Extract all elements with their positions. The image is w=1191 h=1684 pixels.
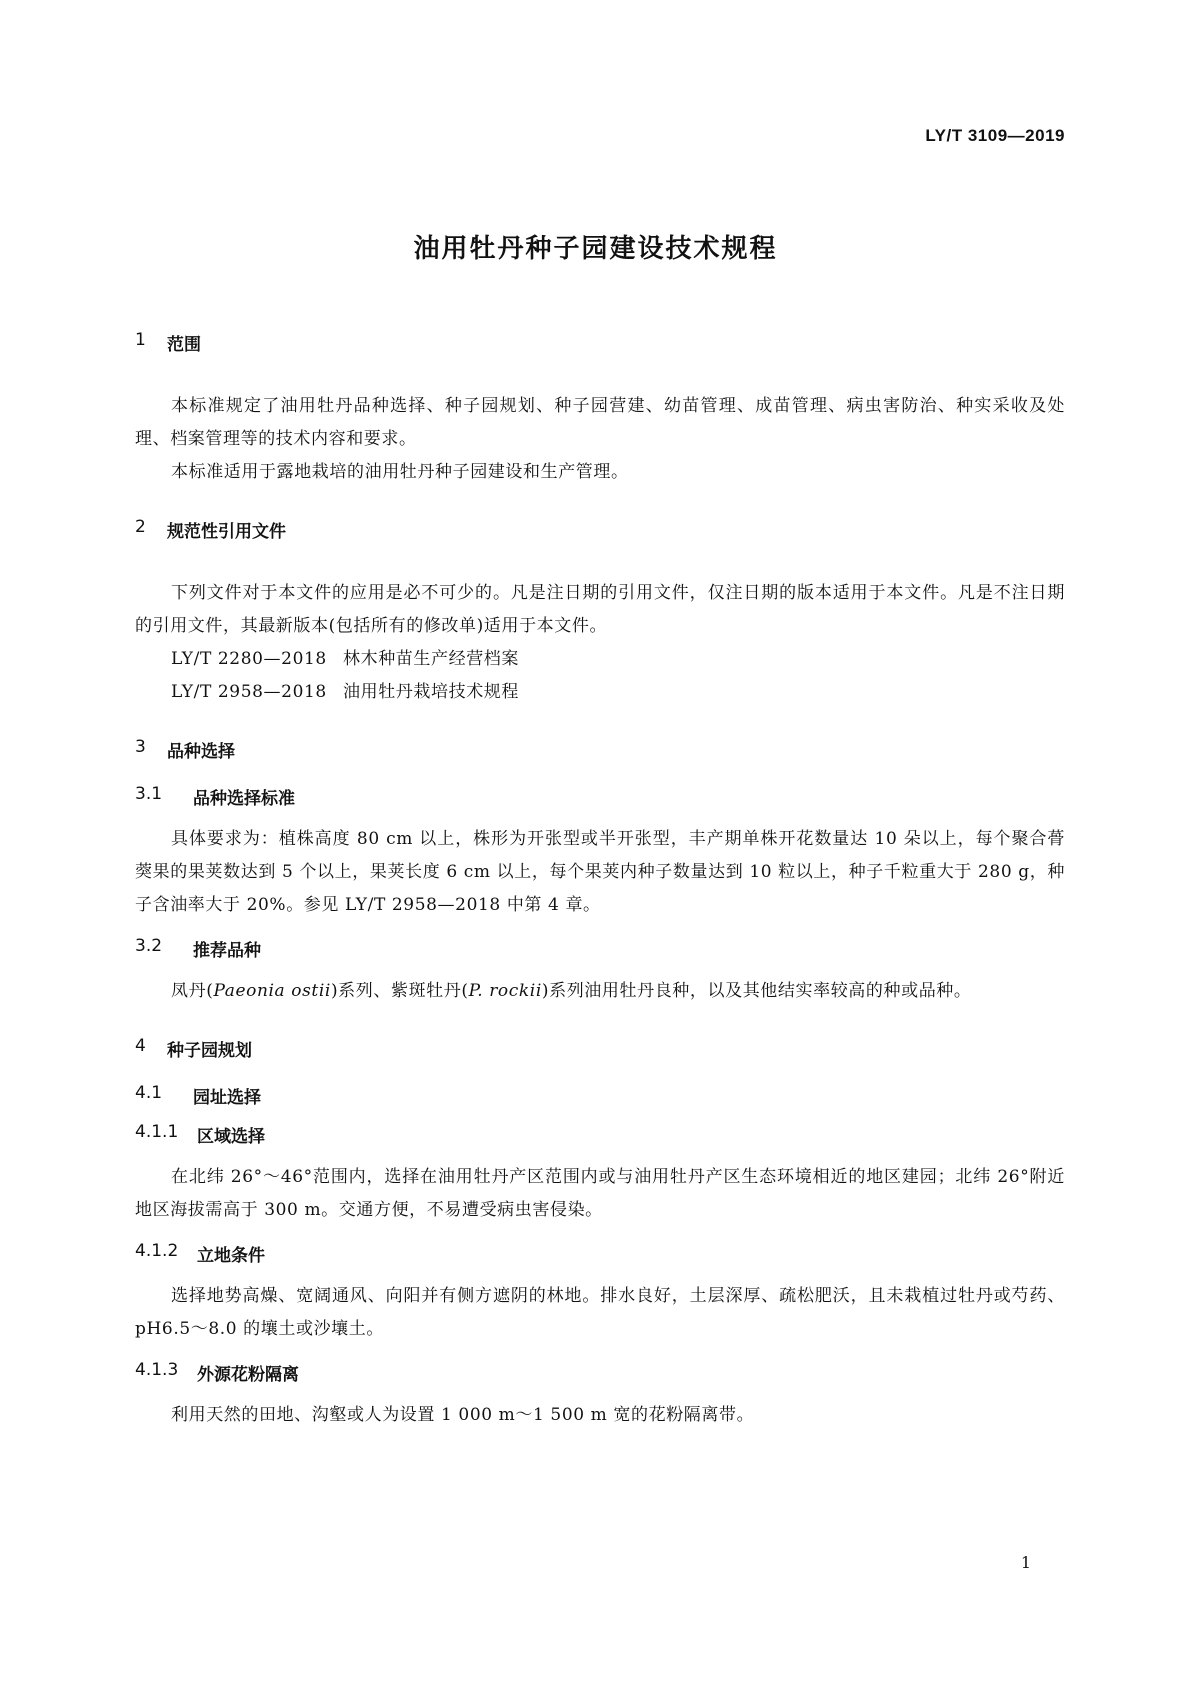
section-title: 规范性引用文件 xyxy=(167,522,286,542)
text-run: )系列、紫斑牡丹( xyxy=(330,981,469,1001)
document-title: 油用牡丹种子园建设技术规程 xyxy=(413,234,778,264)
subsection-heading xyxy=(135,784,1065,809)
subsubsection-title: 立地条件 xyxy=(197,1246,265,1266)
section-number: 3 xyxy=(135,737,146,757)
reference-name: 油用牡丹栽培技术规程 xyxy=(343,682,519,702)
reference-name: 林木种苗生产经营档案 xyxy=(343,649,519,669)
section-title: 品种选择 xyxy=(167,742,235,762)
section-heading xyxy=(135,517,1065,542)
paragraph: 具体要求为：植株高度 80 cm 以上，株形为开张型或半开张型，丰产期单株开花数量达 10 朵以上，每个聚合蓇葖果的果荚数达到 5 个以上，果荚长度 6 cm 以上，每个果荚内种子数量达到 10 粒以上，种子千粒重大于 280 g，种子含油率大于 20%。参见 LY/T 2958—2018 中第 4 章。 xyxy=(135,829,1065,915)
paragraph: 本标准适用于露地栽培的油用牡丹种子园建设和生产管理。 xyxy=(171,462,629,482)
paragraph: 利用天然的田地、沟壑或人为设置 1 000 m～1 500 m 宽的花粉隔离带。 xyxy=(171,1405,755,1425)
text-run: 凤丹( xyxy=(171,981,214,1001)
reference-code: LY/T 2280—2018 xyxy=(171,649,327,669)
text-run: )系列油用牡丹良种，以及其他结实率较高的种或品种。 xyxy=(541,981,972,1001)
subsection-number: 3.2 xyxy=(135,936,163,956)
subsection-heading xyxy=(135,936,1065,961)
latin-name: Paeonia ostii xyxy=(213,981,331,1001)
section-title: 种子园规划 xyxy=(167,1041,252,1061)
subsubsection-heading xyxy=(135,1360,1065,1385)
section-number: 4 xyxy=(135,1036,146,1056)
subsection-number: 4.1 xyxy=(135,1083,163,1103)
reference-item xyxy=(135,643,1065,676)
subsubsection-title: 区域选择 xyxy=(197,1127,265,1147)
section-heading xyxy=(135,737,1065,762)
subsection-title: 推荐品种 xyxy=(193,941,261,961)
latin-name: P. rockii xyxy=(468,981,542,1001)
section-title: 范围 xyxy=(167,335,201,355)
subsection-number: 3.1 xyxy=(135,784,163,804)
section-number: 2 xyxy=(135,517,146,537)
subsection-heading xyxy=(135,1083,1065,1108)
subsubsection-number: 4.1.1 xyxy=(135,1122,179,1142)
subsubsection-number: 4.1.3 xyxy=(135,1360,179,1380)
subsubsection-number: 4.1.2 xyxy=(135,1241,179,1261)
subsubsection-heading xyxy=(135,1241,1065,1266)
reference-code: LY/T 2958—2018 xyxy=(171,682,327,702)
paragraph: 在北纬 26°～46°范围内，选择在油用牡丹产区范围内或与油用牡丹产区生态环境相近的地区建园；北纬 26°附近地区海拔需高于 300 m。交通方便，不易遭受病虫害侵染。 xyxy=(135,1167,1065,1220)
document-body xyxy=(135,330,1065,1432)
standard-code: LY/T 3109—2019 xyxy=(925,126,1065,145)
subsubsection-title: 外源花粉隔离 xyxy=(197,1365,299,1385)
paragraph xyxy=(135,975,1065,1008)
section-number: 1 xyxy=(135,330,146,350)
page-number: 1 xyxy=(1020,1553,1031,1572)
reference-item xyxy=(135,676,1065,709)
subsection-title: 园址选择 xyxy=(193,1088,261,1108)
paragraph: 下列文件对于本文件的应用是必不可少的。凡是注日期的引用文件，仅注日期的版本适用于本文件。凡是不注日期的引用文件，其最新版本(包括所有的修改单)适用于本文件。 xyxy=(135,583,1065,636)
subsubsection-heading xyxy=(135,1122,1065,1147)
section-heading xyxy=(135,330,1065,355)
section-heading xyxy=(135,1036,1065,1061)
paragraph: 选择地势高燥、宽阔通风、向阳并有侧方遮阴的林地。排水良好，土层深厚、疏松肥沃，且未栽植过牡丹或芍药、pH6.5～8.0 的壤土或沙壤土。 xyxy=(135,1286,1065,1339)
paragraph: 本标准规定了油用牡丹品种选择、种子园规划、种子园营建、幼苗管理、成苗管理、病虫害防治、种实采收及处理、档案管理等的技术内容和要求。 xyxy=(135,396,1065,449)
subsection-title: 品种选择标准 xyxy=(193,789,295,809)
